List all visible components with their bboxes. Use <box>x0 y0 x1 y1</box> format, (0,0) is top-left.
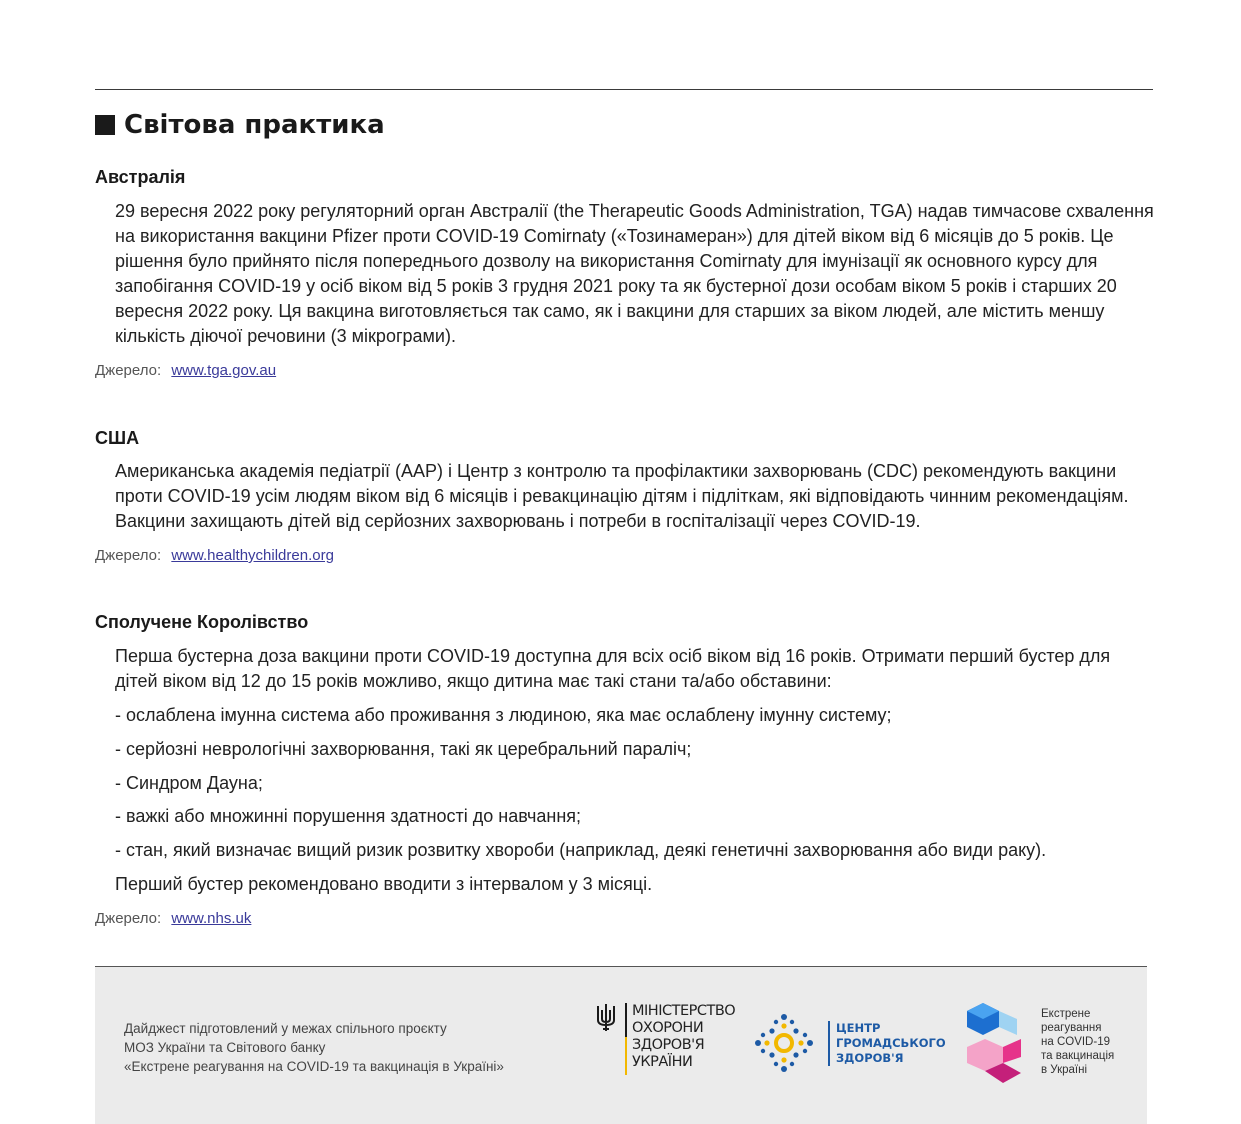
footer-line: «Екстрене реагування на COVID-19 та вакцинація в Україні» <box>124 1059 504 1074</box>
dots-emblem-icon <box>752 1011 816 1075</box>
emergency-logo-text <box>1041 1007 1114 1077</box>
uk-condition: - серйозні неврологічні захворювання, такі як церебральний параліч; <box>115 739 692 759</box>
uk-condition: - Синдром Дауна; <box>115 773 263 793</box>
footer-line: МОЗ України та Світового банку <box>124 1040 326 1055</box>
source-label: Джерело: <box>95 362 162 379</box>
moz-logo-text <box>625 1003 735 1071</box>
emergency-logo-line: та вакцинація <box>1041 1050 1115 1062</box>
australia-source-link[interactable]: www.tga.gov.au <box>171 362 277 379</box>
footer-line: Дайджест підготовлений у межах спільного проєкту <box>124 1021 447 1036</box>
emergency-logo-line: реагування <box>1041 1022 1102 1034</box>
australia-heading: Австралія <box>95 167 186 187</box>
uk-condition: - ослаблена імунна система або проживання з людиною, яка має ослаблену імунну систему; <box>115 705 892 725</box>
square-bullet-icon <box>95 115 115 135</box>
source-label: Джерело: <box>95 547 162 564</box>
footer-text <box>124 1019 504 1076</box>
australia-text: 29 вересня 2022 року регуляторний орган Австралії (the Therapeutic Goods Administration, TGA) надав тимчасове схвалення на використання вакцини Pfizer проти COVID-19 Comirnaty («Тозинамеран») для дітей віком від 6 місяців до 5 років. Це рішення було прийнято після попереднього дозволу на використання Comirnaty для імунізації як основного курсу для запобігання COVID-19 у осіб віком від 5 років 3 грудня 2021 року та як бустерної дози особам віком 5 років і старших 20 вересня 2022 року. Ця вакцина виготовляється так само, як і вакцини для старших за віком людей, але містить меншу кількість діючої речовини (3 мікрограми). <box>115 201 1154 346</box>
footer <box>95 966 1147 1124</box>
usa-source <box>95 547 334 564</box>
section-title-text: Світова практика <box>124 110 385 140</box>
usa-heading: США <box>95 428 140 448</box>
emergency-emblem-icon <box>965 1001 1025 1085</box>
moz-accent <box>625 1037 627 1075</box>
cgz-logo-line: ЦЕНТР <box>836 1021 881 1035</box>
cgz-logo-line: ЗДОРОВ'Я <box>836 1051 904 1065</box>
uk-intro: Перша бустерна доза вакцини проти COVID-19 доступна для всіх осіб віком від 16 років. Отримати перший бустер для дітей віком від 12 до 15 років можливо, якщо дитина має такі стани та/або обставини: <box>115 646 1111 691</box>
australia-source <box>95 362 276 379</box>
usa-source-link[interactable]: www.healthychildren.org <box>171 547 334 564</box>
cgz-logo <box>752 1011 946 1080</box>
uk-closing: Перший бустер рекомендовано вводити з інтервалом у 3 місяці. <box>115 874 653 894</box>
uk-condition: - важкі або множинні порушення здатності до навчання; <box>115 806 582 826</box>
source-label: Джерело: <box>95 910 162 927</box>
cgz-logo-line: ГРОМАДСЬКОГО <box>836 1036 946 1050</box>
usa-text: Американська академія педіатрії (AAP) і Центр з контролю та профілактики захворювань (CDC) рекомендують вакцини проти COVID-19 усім людям віком від 6 місяців і ревакцинацію дітям і підліткам, які відповідають чинним рекомендаціям. Вакцини захищають дітей від серйозних захворювань і потреби в госпіталізації через COVID-19. <box>115 461 1129 531</box>
emergency-logo-line: Екстрене <box>1041 1008 1091 1020</box>
emergency-logo <box>965 1001 1115 1090</box>
uk-condition: - стан, який визначає вищий ризик розвитку хвороби (наприклад, деякі генетичні захворювання або види раку). <box>115 840 1047 860</box>
uk-source <box>95 910 251 927</box>
emergency-logo-line: в Україні <box>1041 1064 1088 1076</box>
top-rule <box>95 89 1153 90</box>
trident-icon <box>595 1003 617 1033</box>
uk-source-link[interactable]: www.nhs.uk <box>171 910 252 927</box>
emergency-logo-line: на COVID-19 <box>1041 1036 1110 1048</box>
moz-logo-line: МІНІСТЕРСТВО <box>632 1003 736 1019</box>
moz-logo-line: ЗДОРОВ'Я <box>632 1037 705 1053</box>
uk-heading: Сполучене Королівство <box>95 612 309 632</box>
section-title <box>95 110 385 140</box>
cgz-logo-text <box>828 1021 946 1066</box>
moz-logo-line: УКРАЇНИ <box>632 1054 693 1070</box>
moz-logo-line: ОХОРОНИ <box>632 1020 704 1036</box>
moz-logo <box>595 1003 736 1070</box>
